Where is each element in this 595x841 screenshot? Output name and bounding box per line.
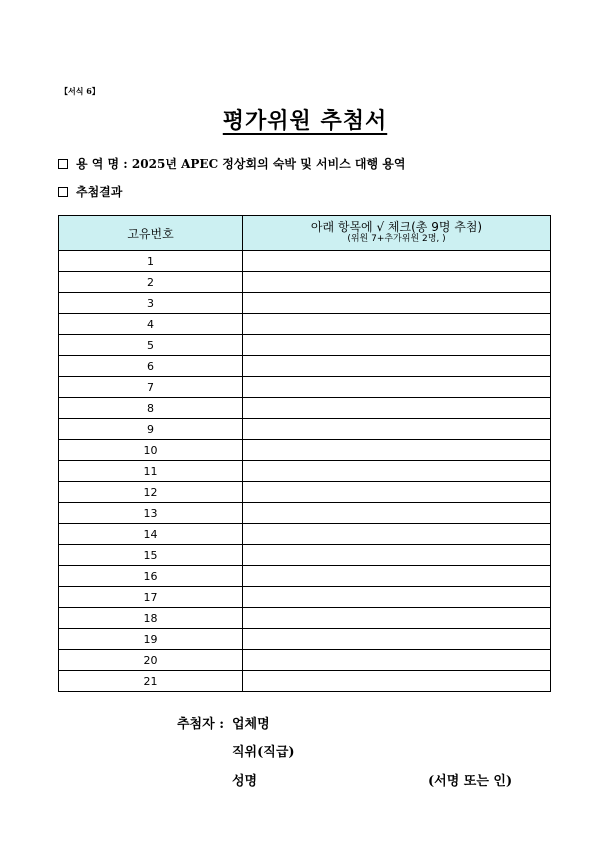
column-header-check <box>243 216 551 251</box>
table-row <box>59 587 551 608</box>
form-number-tag: 【서식 6】 <box>60 86 100 96</box>
result-label: 추첨결과 <box>76 185 123 199</box>
result-heading <box>58 183 122 200</box>
row-id-cell: 4 <box>59 314 243 335</box>
row-check-cell[interactable] <box>243 650 551 671</box>
row-id-cell: 3 <box>59 293 243 314</box>
row-id-cell: 12 <box>59 482 243 503</box>
table-row <box>59 272 551 293</box>
row-id-cell: 5 <box>59 335 243 356</box>
row-id-cell: 10 <box>59 440 243 461</box>
table-row <box>59 545 551 566</box>
row-id-cell: 14 <box>59 524 243 545</box>
row-id-cell: 20 <box>59 650 243 671</box>
row-check-cell[interactable] <box>243 377 551 398</box>
row-id-cell: 8 <box>59 398 243 419</box>
row-id-cell: 19 <box>59 629 243 650</box>
table-row <box>59 671 551 692</box>
table-row <box>59 482 551 503</box>
table-row <box>59 314 551 335</box>
table-row <box>59 440 551 461</box>
row-id-cell: 21 <box>59 671 243 692</box>
page-title: 평가위원 추첨서 <box>222 109 388 134</box>
row-id-cell: 6 <box>59 356 243 377</box>
selection-table <box>58 215 551 692</box>
table-row <box>59 251 551 272</box>
column-header-id: 고유번호 <box>59 216 243 251</box>
row-id-cell: 16 <box>59 566 243 587</box>
table-header-row <box>59 216 551 251</box>
row-check-cell[interactable] <box>243 482 551 503</box>
row-check-cell[interactable] <box>243 419 551 440</box>
table-row <box>59 461 551 482</box>
table-row <box>59 356 551 377</box>
row-check-cell[interactable] <box>243 272 551 293</box>
row-check-cell[interactable] <box>243 293 551 314</box>
row-check-cell[interactable] <box>243 314 551 335</box>
row-id-cell: 2 <box>59 272 243 293</box>
table-row <box>59 524 551 545</box>
row-check-cell[interactable] <box>243 440 551 461</box>
table-row <box>59 650 551 671</box>
row-check-cell[interactable] <box>243 587 551 608</box>
row-check-cell[interactable] <box>243 503 551 524</box>
row-id-cell: 13 <box>59 503 243 524</box>
row-check-cell[interactable] <box>243 524 551 545</box>
table-row <box>59 566 551 587</box>
row-check-cell[interactable] <box>243 629 551 650</box>
table-row <box>59 503 551 524</box>
name-label: 성명 <box>232 774 258 789</box>
row-check-cell[interactable] <box>243 608 551 629</box>
row-check-cell[interactable] <box>243 251 551 272</box>
row-id-cell: 7 <box>59 377 243 398</box>
row-id-cell: 18 <box>59 608 243 629</box>
row-id-cell: 11 <box>59 461 243 482</box>
project-name-label: 용 역 명 : 2025년 APEC 정상회의 숙박 및 서비스 대행 용역 <box>76 157 406 171</box>
row-check-cell[interactable] <box>243 461 551 482</box>
table-row <box>59 293 551 314</box>
check-header-sub: (위원 7+추가위원 2명, ) <box>347 234 446 244</box>
project-name-line <box>58 155 405 172</box>
table-body <box>59 251 551 692</box>
row-check-cell[interactable] <box>243 356 551 377</box>
row-id-cell: 9 <box>59 419 243 440</box>
row-check-cell[interactable] <box>243 566 551 587</box>
square-bullet-icon <box>58 159 68 169</box>
row-id-cell: 1 <box>59 251 243 272</box>
table-row <box>59 335 551 356</box>
row-check-cell[interactable] <box>243 335 551 356</box>
square-bullet-icon <box>58 187 68 197</box>
row-check-cell[interactable] <box>243 398 551 419</box>
table-row <box>59 398 551 419</box>
drawer-label: 추첨자 : <box>177 717 224 732</box>
check-header-main: 아래 항목에 √ 체크(총 9명 추첨) <box>310 220 483 234</box>
row-check-cell[interactable] <box>243 671 551 692</box>
position-label: 직위(직급) <box>232 745 295 760</box>
signature-seal-label: (서명 또는 인) <box>428 774 513 789</box>
table-row <box>59 377 551 398</box>
row-id-cell: 17 <box>59 587 243 608</box>
company-name-label: 업체명 <box>232 717 270 732</box>
row-id-cell: 15 <box>59 545 243 566</box>
row-check-cell[interactable] <box>243 545 551 566</box>
table-row <box>59 608 551 629</box>
table-row <box>59 419 551 440</box>
table-row <box>59 629 551 650</box>
